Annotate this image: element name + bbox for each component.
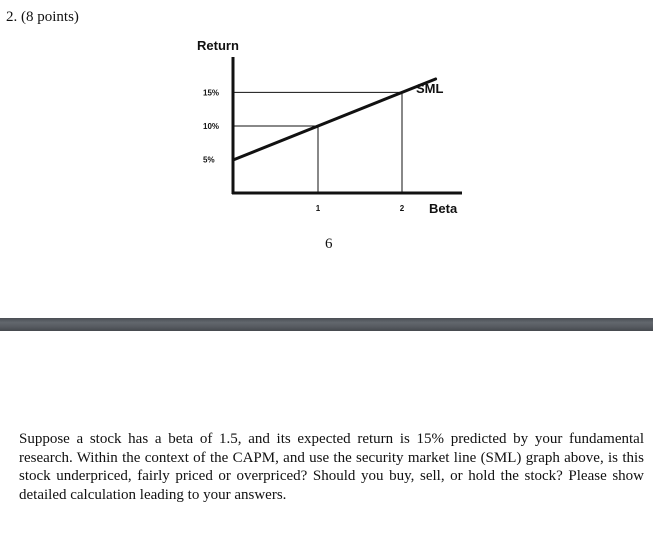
x-tick-label: 2 [399,204,405,213]
question-header: 2. (8 points) [6,9,79,25]
y-tick-label: 5% [203,155,215,165]
line-label-sml: SML [416,81,444,96]
page-divider [0,318,653,331]
x-axis-label: Beta [429,201,458,216]
chart-x-ticks [316,204,405,213]
chart-guides [233,92,402,193]
chart-line [234,79,436,160]
y-axis-label: Return [197,38,239,53]
chart-y-ticks [203,88,219,164]
y-tick-label: 15% [203,88,220,98]
sml-line [234,79,436,160]
x-tick-label: 1 [315,204,321,213]
page-number: 6 [325,236,333,252]
question-text: Suppose a stock has a beta of 1.5, and its expected return is 15% predicted by your fundamental research. Within the context of the CAPM, and use the security market line (SML) graph above, is this stock underpriced, fairly priced or overpriced? Should you buy, sell, or hold the stock? Please show detailed calculation leading to your answers. [19,431,644,503]
y-tick-label: 10% [203,122,220,131]
